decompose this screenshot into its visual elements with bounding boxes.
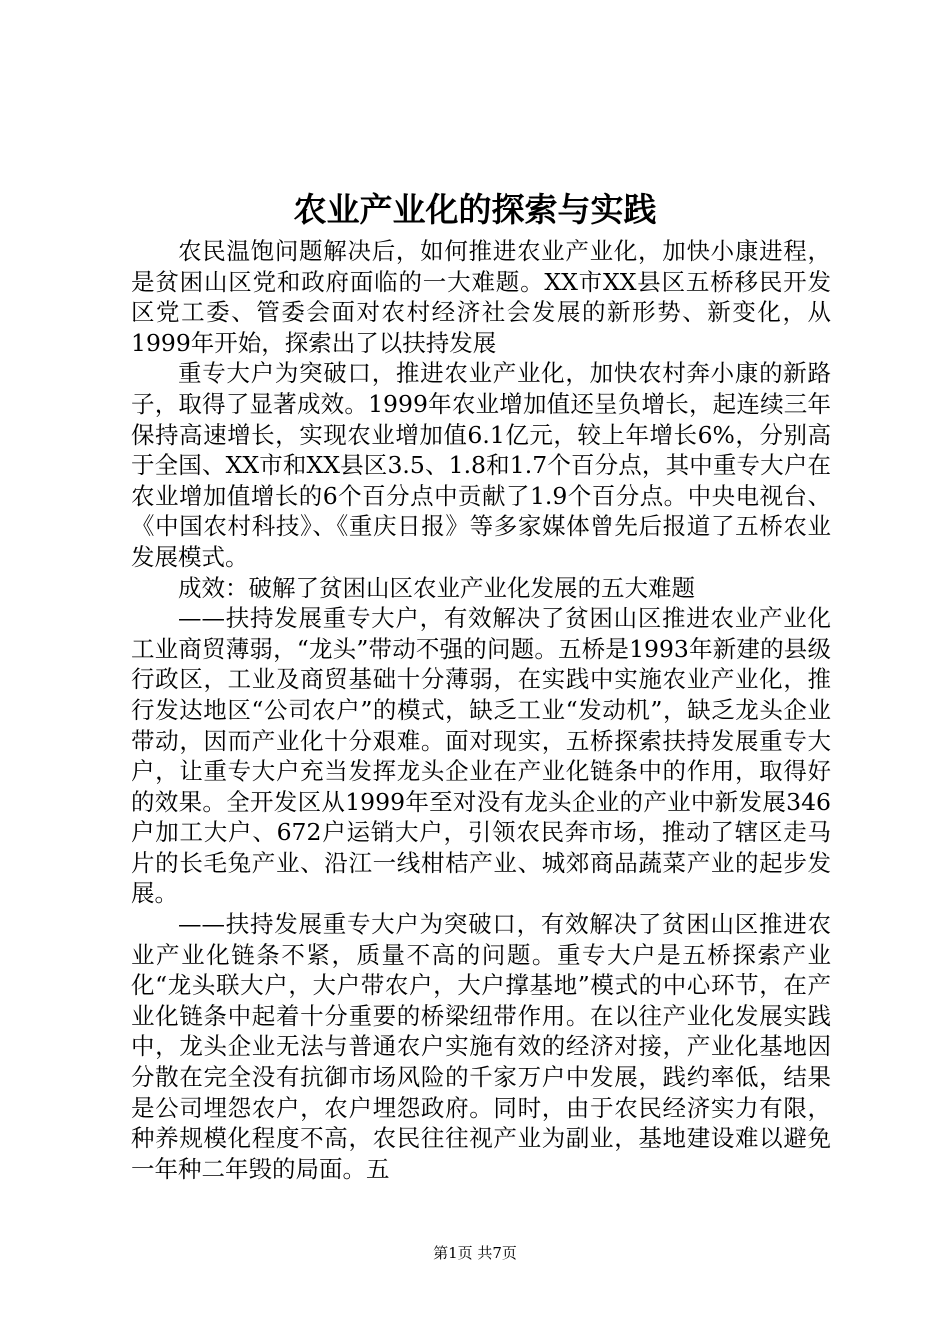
page-number-footer: 第1页 共7页 xyxy=(433,1244,517,1262)
paragraph: ——扶持发展重专大户，有效解决了贫困山区推进农业产业化工业商贸薄弱，“龙头”带动不强的问题。五桥是1993年新建的县级行政区，工业及商贸基础十分薄弱，在实践中实施农业产业化，推行发达地区“公司农户”的模式，缺乏工业“发动机”，缺乏龙头企业带动，因而产业化十分艰难。面对现实，五桥探索扶持发展重专大户，让重专大户充当发挥龙头企业在产业化链条中的作用，取得好的效果。全开发区从1999年至对没有龙头企业的产业中新发展346户加工大户、672户运销大户，引领农民奔市场，推动了辖区走马片的长毛兔产业、沿江一线柑桔产业、城郊商品蔬菜产业的起步发展。 xyxy=(131,604,831,908)
paragraph: ——扶持发展重专大户为突破口，有效解决了贫困山区推进农业产业化链条不紧，质量不高的问题。重专大户是五桥探索产业化“龙头联大户，大户带农户，大户撑基地”模式的中心环节，在产业化链条中起着十分重要的桥梁纽带作用。在以往产业化发展实践中，龙头企业无法与普通农户实施有效的经济对接，产业化基地因分散在完全没有抗御市场风险的千家万户中发展，践约率低，结果是公司埋怨农户，农户埋怨政府。同时，由于农民经济实力有限，种养规模化程度不高，农民往往视产业为副业，基地建设难以避免一年种二年毁的局面。五 xyxy=(131,910,831,1183)
paragraph: 成效：破解了贫困山区农业产业化发展的五大难题 xyxy=(178,573,695,602)
document-title: 农业产业化的探索与实践 xyxy=(293,190,657,229)
paragraph: 重专大户为突破口，推进农业产业化，加快农村奔小康的新路子，取得了显著成效。1999年农业增加值还呈负增长，起连续三年保持高速增长，实现农业增加值6.1亿元，较上年增长6%，分别高于全国、XX市和XX县区3.5、1.8和1.7个百分点，其中重专大户在农业增加值增长的6个百分点中贡献了1.9个百分点。中央电视台、《中国农村科技》、《重庆日报》等多家媒体曾先后报道了五桥农业发展模式。 xyxy=(131,359,831,571)
document-body xyxy=(131,236,831,1184)
paragraph: 农民温饱问题解决后，如何推进农业产业化，加快小康进程，是贫困山区党和政府面临的一大难题。XX市XX县区五桥移民开发区党工委、管委会面对农村经济社会发展的新形势、新变化，从1999年开始，探索出了以扶持发展 xyxy=(131,237,831,357)
